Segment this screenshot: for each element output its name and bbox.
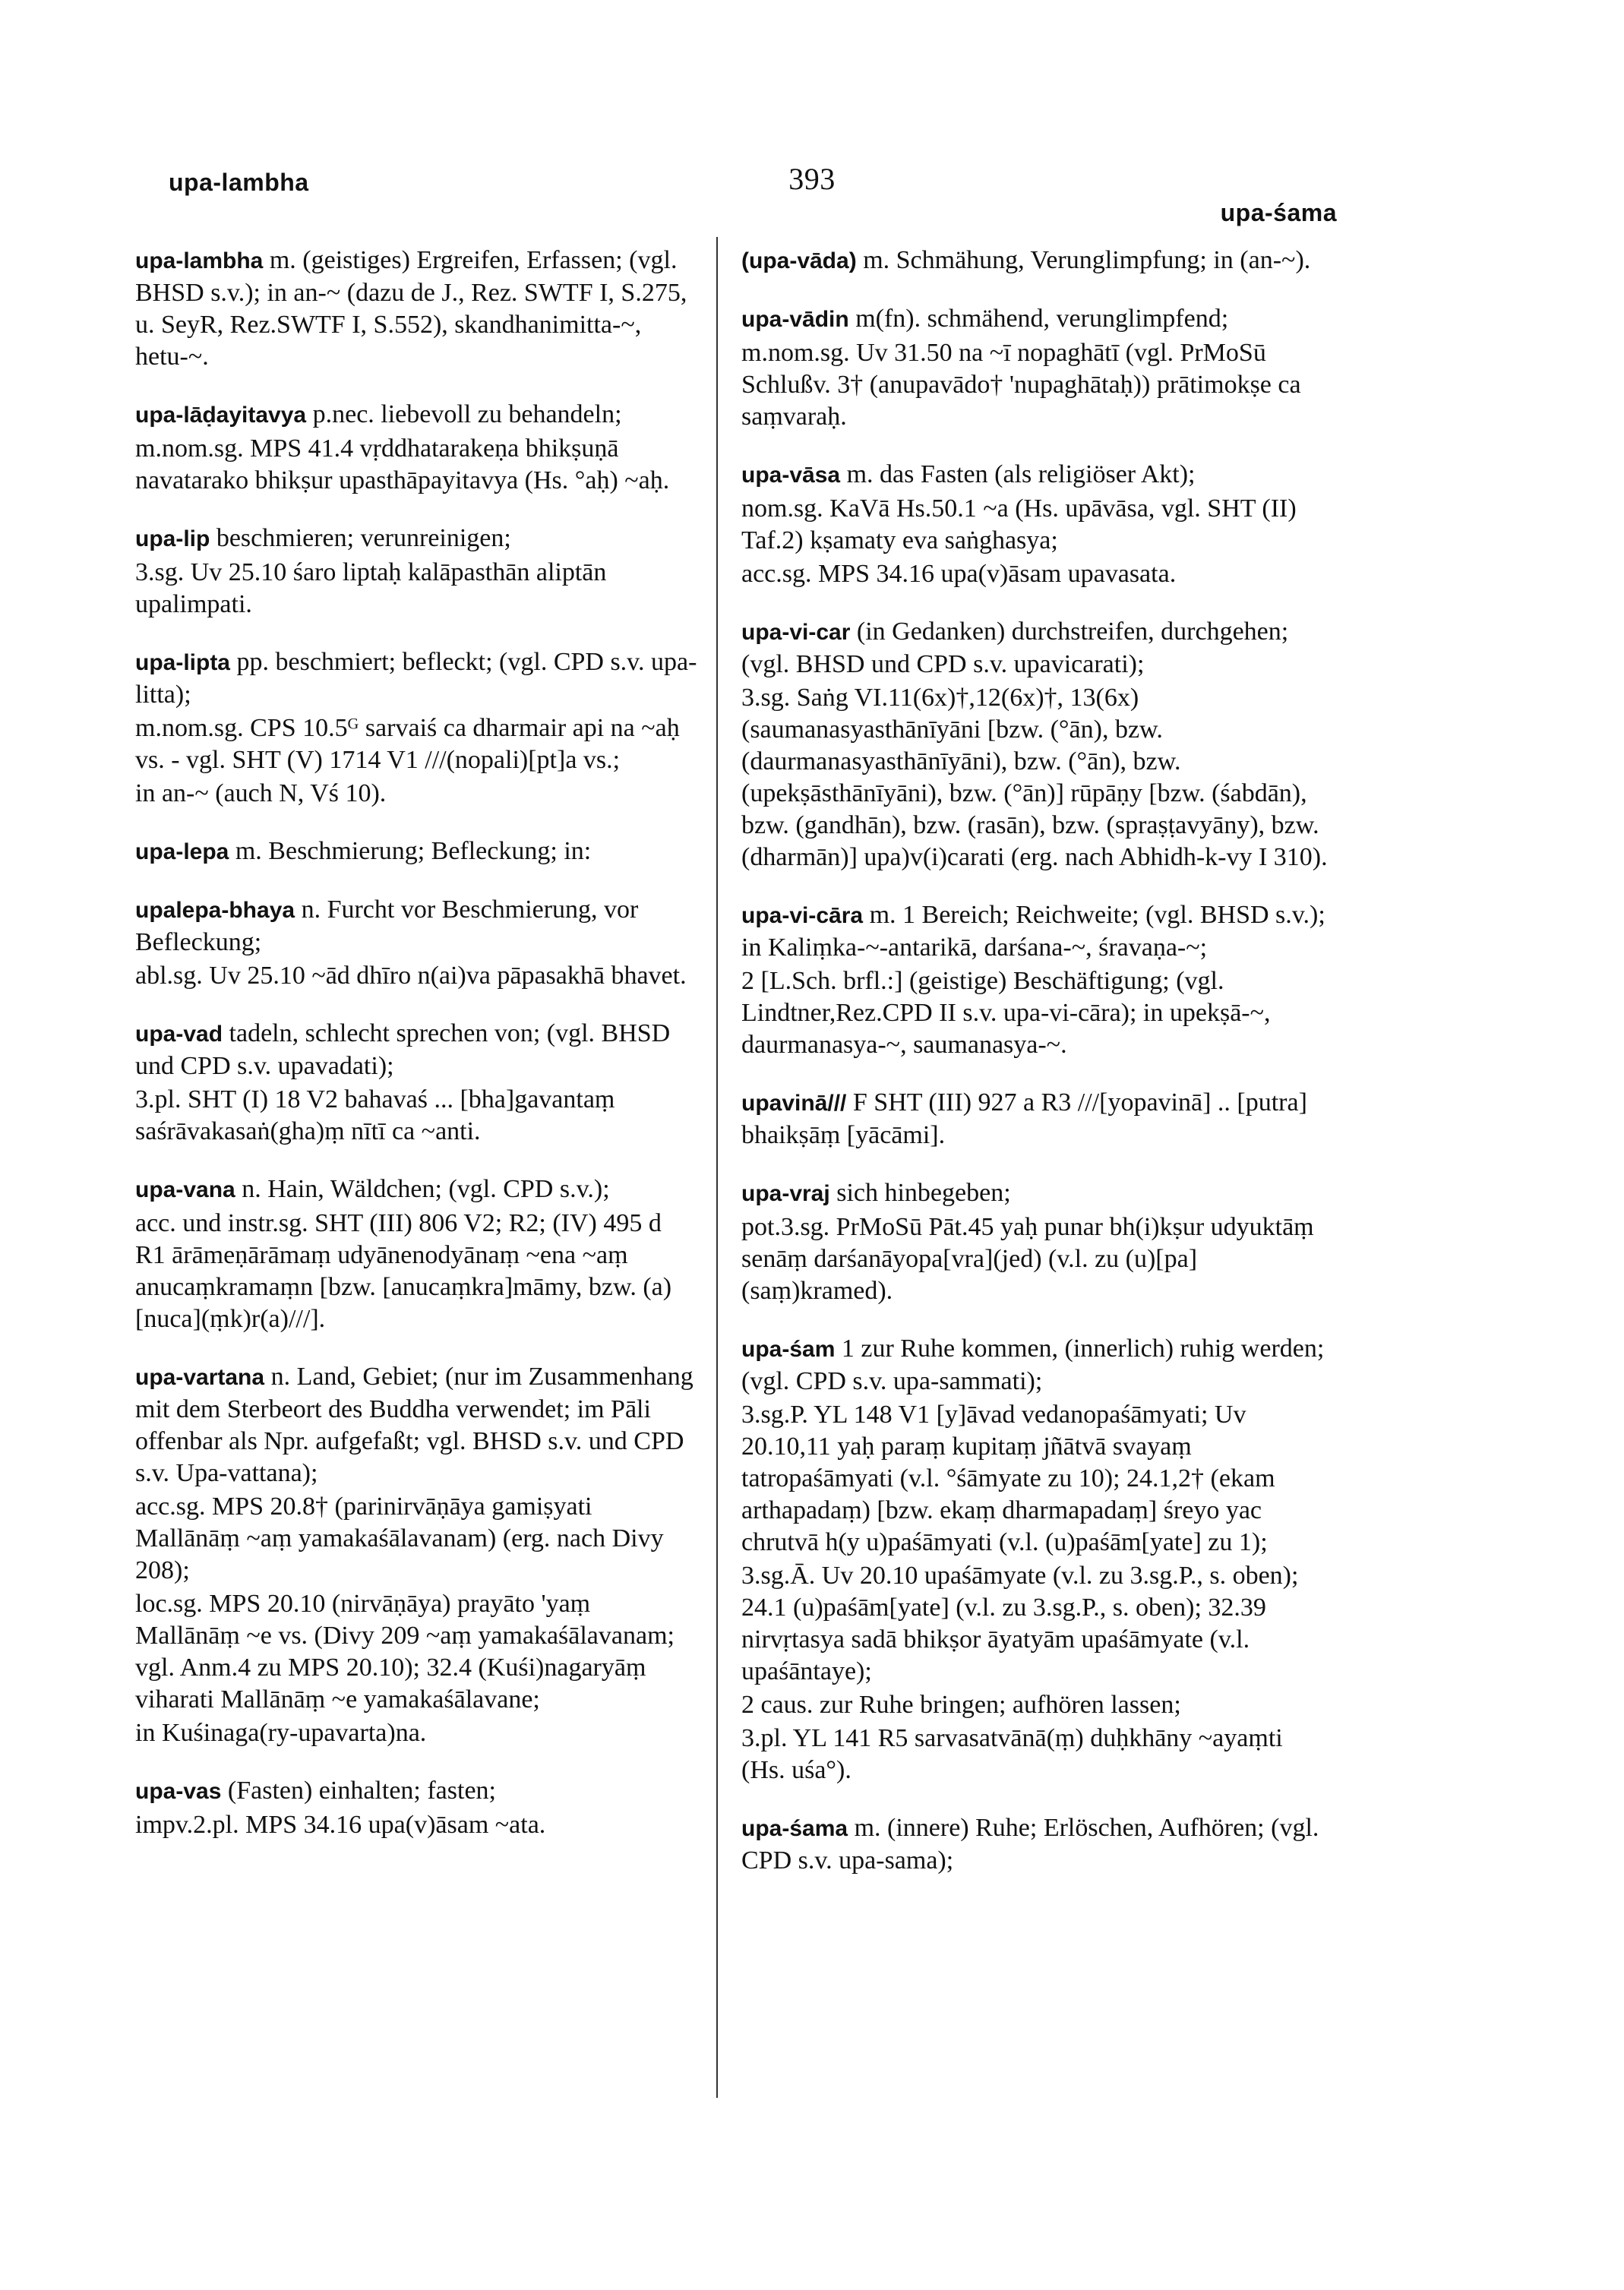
- dictionary-entry: [735, 899, 1328, 1061]
- entry-text: (Fasten) einhalten; fasten;: [227, 1777, 496, 1805]
- entry-headword: upa-vad: [135, 1022, 223, 1047]
- entry-definition: [129, 1775, 697, 1808]
- entry-text: pot.3.sg. PrMoSū Pāt.45 yaḥ punar bh(i)kṣur udyuktāṃ senāṃ darśanāyopa[vra](jed) (v.l. zu (u)[pa](saṃ)kramed).: [741, 1213, 1314, 1305]
- entry-text: F SHT (III) 927 a R3 ///[yopavinā] .. [putra] bhaikṣāṃ [yācāmi].: [741, 1088, 1307, 1149]
- dictionary-entry: [735, 303, 1328, 433]
- dictionary-entry: [129, 523, 697, 621]
- entry-definition: [129, 1173, 697, 1206]
- entry-citation: [129, 1491, 697, 1587]
- entry-citation: [129, 712, 697, 776]
- entry-headword: upa-lāḍayitavya: [135, 403, 307, 428]
- entry-text: 3.sg.Ā. Uv 20.10 upaśāmyate (v.l. zu 3.sg.P., s. oben); 24.1 (u)paśām[yate] (v.l. zu 3.sg.P., s. oben); 32.39 nirvṛtasya sadā bhikṣor āyatyām upaśāmyate (v.l. upaśāntaye);: [741, 1562, 1299, 1685]
- entry-definition: [129, 245, 697, 373]
- entry-definition: [129, 646, 697, 711]
- entry-citation: [735, 1399, 1328, 1559]
- entry-text: n. Hain, Wäldchen; (vgl. CPD s.v.);: [242, 1175, 610, 1203]
- entry-text: m. 1 Bereich; Reichweite; (vgl. BHSD s.v.); in Kaliṃka-~-antarikā, darśana-~, śravaṇa-~;: [741, 901, 1325, 962]
- entry-definition: [129, 399, 697, 431]
- entry-headword: upalepa-bhaya: [135, 898, 295, 923]
- entry-citation: [129, 1208, 697, 1335]
- dictionary-entry: [735, 1087, 1328, 1151]
- entry-citation: [129, 1717, 697, 1749]
- dictionary-entry: [129, 399, 697, 497]
- entry-citation: [735, 1723, 1328, 1786]
- page-number: 393: [788, 162, 836, 196]
- entry-definition: [735, 1087, 1328, 1151]
- entry-text: impv.2.pl. MPS 34.16 upa(v)āsam ~ata.: [135, 1811, 546, 1839]
- entry-text: m.nom.sg. Uv 31.50 na ~ī nopaghātī (vgl. PrMoSū Schlußv. 3† (anupavādo† 'nupaghātaḥ)) prātimokṣe ca saṃvaraḥ.: [741, 339, 1301, 431]
- entry-text: n. Land, Gebiet; (nur im Zusammenhang mit dem Sterbeort des Buddha verwendet; im Pāli offenbar als Npr. aufgefaßt; vgl. BHSD s.v. und CPD s.v. Upa-vattana);: [135, 1363, 694, 1487]
- entry-text: p.nec. liebevoll zu behandeln;: [312, 400, 622, 428]
- entry-definition: [129, 894, 697, 959]
- dictionary-entry: [129, 1018, 697, 1148]
- entry-text: m. (geistiges) Ergreifen, Erfassen; (vgl. BHSD s.v.); in an-~ (dazu de J., Rez. SWTF I, S.275, u. SeyR, Rez.SWTF I, S.552), skandhanimitta-~, hetu-~.: [135, 246, 687, 371]
- dictionary-entry: [735, 1333, 1328, 1786]
- entry-text: m. Beschmierung; Befleckung; in:: [235, 837, 592, 865]
- entry-text: abl.sg. Uv 25.10 ~ād dhīro n(ai)va pāpasakhā bhavet.: [135, 962, 687, 990]
- entry-text: m(fn). schmähend, verunglimpfend;: [855, 305, 1229, 333]
- entry-text: nom.sg. KaVā Hs.50.1 ~a (Hs. upāvāsa, vgl. SHT (II) Taf.2) kṣamaty eva saṅghasya;: [741, 494, 1297, 554]
- entry-citation: [735, 493, 1328, 557]
- entry-headword: upa-lepa: [135, 839, 229, 864]
- entry-citation: [735, 1211, 1328, 1307]
- entry-text: beschmieren; verunreinigen;: [216, 524, 511, 552]
- entry-text: tadeln, schlecht sprechen von; (vgl. BHSD und CPD s.v. upavadati);: [135, 1019, 671, 1080]
- entry-citation: [129, 433, 697, 497]
- entry-definition: [735, 459, 1328, 491]
- entry-definition: [735, 1333, 1328, 1398]
- entry-headword: upa-vādin: [741, 307, 849, 332]
- dictionary-entry: [129, 894, 697, 992]
- entry-text: m.nom.sg. CPS 10.5ᴳ sarvaiś ca dharmair api na ~aḥ vs. - vgl. SHT (V) 1714 V1 ///(nopali)[pt]a vs.;: [135, 714, 680, 774]
- dictionary-entry: [735, 616, 1328, 873]
- entry-citation: [129, 1084, 697, 1148]
- entry-text: m. Schmähung, Verunglimpfung; in (an-~).: [863, 246, 1311, 274]
- entry-citation: [129, 1588, 697, 1716]
- entry-headword: upa-vartana: [135, 1365, 265, 1390]
- entry-text: 3.sg.P. YL 148 V1 [y]āvad vedanopaśāmyati; Uv 20.10,11 yaḥ paraṃ kupitaṃ jñātvā svayaṃ tatropaśāmyati (v.l. °śāmyate zu 10); 24.1,2† (ekam arthapadaṃ) [bzw. ekaṃ dharmapadaṃ] śreyo yac chrutvā h(y u)paśāmyati (v.l. (u)paśām[yate] zu 1);: [741, 1401, 1275, 1556]
- dictionary-entry: [129, 835, 697, 868]
- entry-definition: [129, 523, 697, 555]
- dictionary-entry: [129, 1361, 697, 1749]
- entry-citation: [129, 557, 697, 621]
- dictionary-entry: [735, 245, 1328, 277]
- entry-text: acc.sg. MPS 34.16 upa(v)āsam upavasata.: [741, 560, 1177, 588]
- entry-text: m. das Fasten (als religiöser Akt);: [846, 460, 1196, 488]
- entry-text: n. Furcht vor Beschmierung, vor Befleckung;: [135, 895, 639, 956]
- dictionary-entry: [735, 1812, 1328, 1877]
- entry-definition: [735, 1177, 1328, 1210]
- entry-definition: [735, 616, 1328, 681]
- entry-definition: [735, 303, 1328, 336]
- entry-text: 2 [L.Sch. brfl.:] (geistige) Beschäftigung; (vgl. Lindtner,Rez.CPD II s.v. upa-vi-cāra); in upekṣā-~, daurmanasya-~, saumanasya-~.: [741, 967, 1271, 1059]
- entry-citation: [129, 1809, 697, 1841]
- entry-headword: upa-lambha: [135, 248, 264, 273]
- dictionary-entry: [129, 646, 697, 810]
- entry-headword: upavinā///: [741, 1091, 847, 1116]
- entry-definition: [129, 835, 697, 868]
- entry-text: m.nom.sg. MPS 41.4 vṛddhatarakeṇa bhikṣuṇā navatarako bhikṣur upasthāpayitavya (Hs. °aḥ) ~aḥ.: [135, 434, 670, 494]
- entry-text: m. (innere) Ruhe; Erlöschen, Aufhören; (vgl. CPD s.v. upa-sama);: [741, 1814, 1319, 1875]
- right-column: [735, 245, 1328, 1903]
- running-head-right: upa-śama: [1220, 199, 1337, 226]
- entry-headword: upa-vana: [135, 1177, 235, 1202]
- entry-headword: upa-śam: [741, 1337, 836, 1362]
- dictionary-entry: [735, 1177, 1328, 1307]
- entry-text: in an-~ (auch N, Vś 10).: [135, 779, 387, 807]
- entry-text: 2 caus. zur Ruhe bringen; aufhören lassen;: [741, 1691, 1181, 1719]
- entry-headword: upa-vraj: [741, 1181, 830, 1206]
- entry-citation: [129, 778, 697, 810]
- entry-headword: upa-lipta: [135, 650, 230, 675]
- dictionary-entry: [129, 1775, 697, 1841]
- entry-text: (in Gedanken) durchstreifen, durchgehen; (vgl. BHSD und CPD s.v. upavicarati);: [741, 618, 1289, 678]
- entry-text: pp. beschmiert; befleckt; (vgl. CPD s.v. upa-litta);: [135, 648, 697, 709]
- entry-headword: upa-śama: [741, 1816, 848, 1841]
- entry-text: 3.sg. Saṅg VI.11(6x)†,12(6x)†, 13(6x) (saumanasyasthānīyāni [bzw. (°ān), bzw. (daurmanasyasthānīyāni), bzw. (°ān), bzw. (upekṣāsthānīyāni), bzw. (°ān)] rūpāṇy [bzw. (śabdān), bzw. (gandhān), bzw. (rasān), bzw. (spraṣṭavyāny), bzw. (dharmān)] upa)v(i)carati (erg. nach Abhidh-k-vy I 310).: [741, 684, 1328, 871]
- entry-text: 3.pl. YL 141 R5 sarvasatvānā(ṃ) duḥkhāny ~ayaṃti (Hs. uśa°).: [741, 1724, 1283, 1784]
- entry-text: 1 zur Ruhe kommen, (innerlich) ruhig werden; (vgl. CPD s.v. upa-sammati);: [741, 1335, 1325, 1395]
- entry-definition: [735, 1812, 1328, 1877]
- entry-headword: upa-vi-cāra: [741, 903, 864, 928]
- entry-text: 3.pl. SHT (I) 18 V2 bahavaś ... [bha]gavantaṃ saśrāvakasaṅ(gha)ṃ nītī ca ~anti.: [135, 1085, 615, 1145]
- entry-headword: (upa-vāda): [741, 248, 857, 273]
- left-column: [129, 245, 697, 1867]
- entry-text: acc.sg. MPS 20.8† (parinirvāṇāya gamiṣyati Mallānāṃ ~aṃ yamakaśālavanam) (erg. nach Divy 208);: [135, 1492, 664, 1584]
- entry-citation: [735, 1689, 1328, 1721]
- entry-text: sich hinbegeben;: [836, 1179, 1011, 1207]
- running-head-left: upa-lambha: [169, 169, 309, 196]
- entry-definition: [129, 1361, 697, 1489]
- entry-headword: upa-vas: [135, 1779, 222, 1804]
- entry-citation: [735, 1560, 1328, 1688]
- entry-definition: [735, 245, 1328, 277]
- entry-citation: [735, 965, 1328, 1061]
- entry-citation: [735, 558, 1328, 590]
- entry-text: in Kuśinaga(ry-upavarta)na.: [135, 1719, 427, 1747]
- entry-headword: upa-vāsa: [741, 463, 841, 488]
- dictionary-entry: [129, 245, 697, 373]
- entry-definition: [129, 1018, 697, 1082]
- dictionary-entry: [129, 1173, 697, 1335]
- entry-definition: [735, 899, 1328, 964]
- entry-headword: upa-vi-car: [741, 620, 851, 645]
- dictionary-entry: [735, 459, 1328, 590]
- entry-text: 3.sg. Uv 25.10 śaro liptaḥ kalāpasthān aliptān upalimpati.: [135, 558, 607, 618]
- entry-headword: upa-lip: [135, 526, 210, 551]
- entry-text: acc. und instr.sg. SHT (III) 806 V2; R2; (IV) 495 d R1 ārāmeṇārāmaṃ udyānenodyānaṃ ~ena ~aṃ anucaṃkramaṃn [bzw. [anucaṃkra]māmy, bzw. (a)[nuca](ṃk)r(a)///].: [135, 1209, 672, 1333]
- entry-citation: [735, 337, 1328, 433]
- entry-citation: [129, 960, 697, 992]
- column-divider: [716, 237, 718, 2098]
- entry-citation: [735, 682, 1328, 873]
- entry-text: loc.sg. MPS 20.10 (nirvāṇāya) prayāto 'yaṃ Mallānāṃ ~e vs. (Divy 209 ~aṃ yamakaśālavanam; vgl. Anm.4 zu MPS 20.10); 32.4 (Kuśi)nagaryāṃ viharati Mallānāṃ ~e yamakaśālavane;: [135, 1590, 675, 1714]
